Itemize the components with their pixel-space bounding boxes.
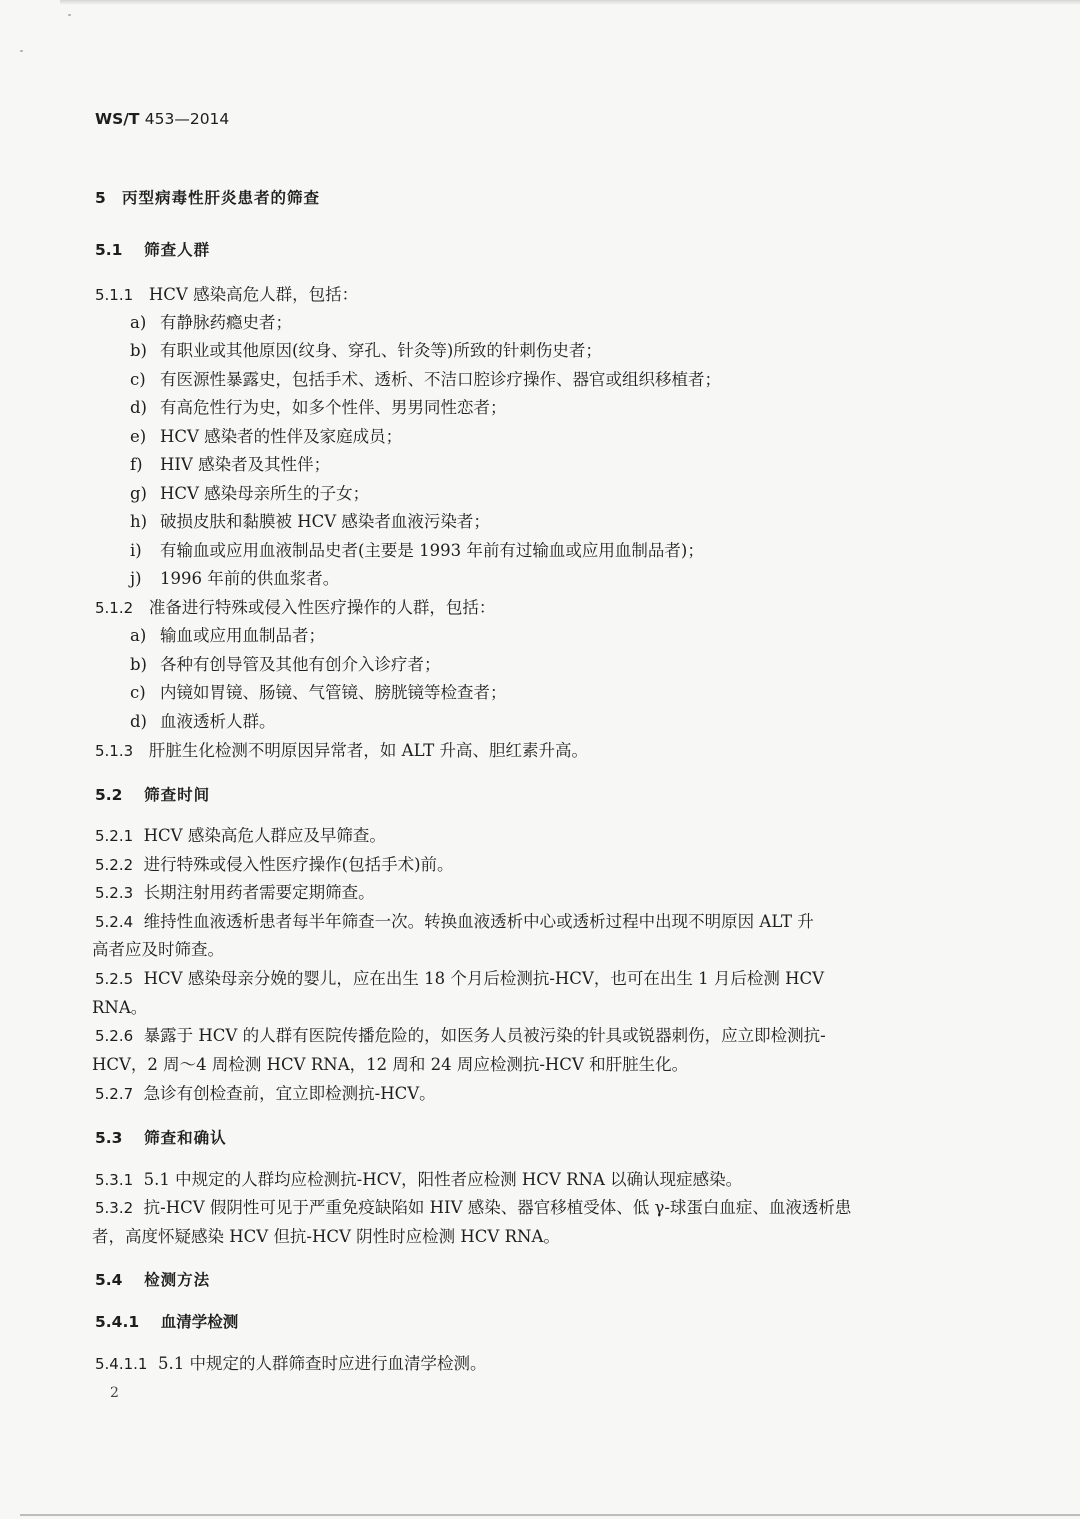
clause-5-2-5: 5.2.5 HCV 感染母亲分娩的婴儿，应在出生 18 个月后检测抗-HCV，也可在出生 1 月后检测 HCV xyxy=(95,969,824,988)
standard-header xyxy=(95,109,229,129)
list-item: f) HIV 感染者及其性伴； xyxy=(130,455,331,474)
standard-code: WS/T xyxy=(95,110,140,128)
page-number: 2 xyxy=(110,1385,119,1401)
scan-top-shadow xyxy=(60,0,1080,5)
clause-5-3-1: 5.3.1 5.1 中规定的人群均应检测抗-HCV，阳性者应检测 HCV RNA 以确认现症感染。 xyxy=(95,1170,743,1189)
scan-speck xyxy=(20,50,23,52)
subsection-heading: 5.3 筛查和确认 xyxy=(95,1129,227,1147)
subsection-heading: 5.1 筛查人群 xyxy=(95,241,211,259)
clause-5-2-5-cont: RNA。 xyxy=(92,998,148,1017)
clause-5-2-2: 5.2.2 进行特殊或侵入性医疗操作(包括手术)前。 xyxy=(95,855,454,874)
subsubsection-heading: 5.4.1 血清学检测 xyxy=(95,1313,239,1331)
clause-5-2-4: 5.2.4 维持性血液透析患者每半年筛查一次。转换血液透析中心或透析过程中出现不明原因 ALT 升 xyxy=(95,912,814,931)
list-item: d) 血液透析人群。 xyxy=(130,712,276,731)
clause-5-2-7: 5.2.7 急诊有创检查前，宜立即检测抗-HCV。 xyxy=(95,1084,436,1103)
scan-speck xyxy=(68,14,71,16)
subsection-heading: 5.4 检测方法 xyxy=(95,1271,211,1289)
clause-5-1-3: 5.1.3 肝脏生化检测不明原因异常者，如 ALT 升高、胆红素升高。 xyxy=(95,741,588,760)
clause-5-3-2: 5.3.2 抗-HCV 假阴性可见于严重免疫缺陷如 HIV 感染、器官移植受体、低 γ-球蛋白血症、血液透析患 xyxy=(95,1198,852,1217)
list-item: b) 有职业或其他原因(纹身、穿孔、针灸等)所致的针刺伤史者； xyxy=(130,341,602,360)
scan-bottom-edge xyxy=(20,1514,1080,1516)
list-item: c) 内镜如胃镜、肠镜、气管镜、膀胱镜等检查者； xyxy=(130,683,507,702)
section-heading: 5 丙型病毒性肝炎患者的筛查 xyxy=(95,189,321,207)
clause-5-2-6: 5.2.6 暴露于 HCV 的人群有医院传播危险的，如医务人员被污染的针具或锐器刺伤，应立即检测抗- xyxy=(95,1026,826,1045)
clause-5-1-1: 5.1.1 HCV 感染高危人群，包括： xyxy=(95,285,359,304)
list-item: b) 各种有创导管及其他有创介入诊疗者； xyxy=(130,655,441,674)
list-item: a) 输血或应用血制品者； xyxy=(130,626,325,645)
list-item: h) 破损皮肤和黏膜被 HCV 感染者血液污染者； xyxy=(130,512,490,531)
list-item: e) HCV 感染者的性伴及家庭成员； xyxy=(130,427,403,446)
list-item: d) 有高危性行为史，如多个性伴、男男同性恋者； xyxy=(130,398,507,417)
clause-5-2-6-cont: HCV，2 周～4 周检测 HCV RNA，12 周和 24 周应检测抗-HCV 和肝脏生化。 xyxy=(92,1055,689,1074)
clause-5-2-3: 5.2.3 长期注射用药者需要定期筛查。 xyxy=(95,883,375,902)
list-item: i) 有输血或应用血液制品史者(主要是 1993 年前有过输血或应用血制品者)； xyxy=(130,541,704,560)
list-item: j) 1996 年前的供血浆者。 xyxy=(130,569,340,588)
list-item: g) HCV 感染母亲所生的子女； xyxy=(130,484,370,503)
clause-5-2-4-cont: 高者应及时筛查。 xyxy=(92,940,224,959)
subsection-heading: 5.2 筛查时间 xyxy=(95,786,211,804)
list-item: a) 有静脉药瘾史者； xyxy=(130,313,292,332)
standard-number: 453—2014 xyxy=(144,110,230,128)
clause-5-2-1: 5.2.1 HCV 感染高危人群应及早筛查。 xyxy=(95,826,386,845)
clause-5-1-2: 5.1.2 准备进行特殊或侵入性医疗操作的人群，包括： xyxy=(95,598,496,617)
clause-5-4-1-1: 5.4.1.1 5.1 中规定的人群筛查时应进行血清学检测。 xyxy=(95,1354,487,1373)
list-item: c) 有医源性暴露史，包括手术、透析、不洁口腔诊疗操作、器官或组织移植者； xyxy=(130,370,721,389)
clause-5-3-2-cont: 者，高度怀疑感染 HCV 但抗-HCV 阴性时应检测 HCV RNA。 xyxy=(92,1227,560,1246)
